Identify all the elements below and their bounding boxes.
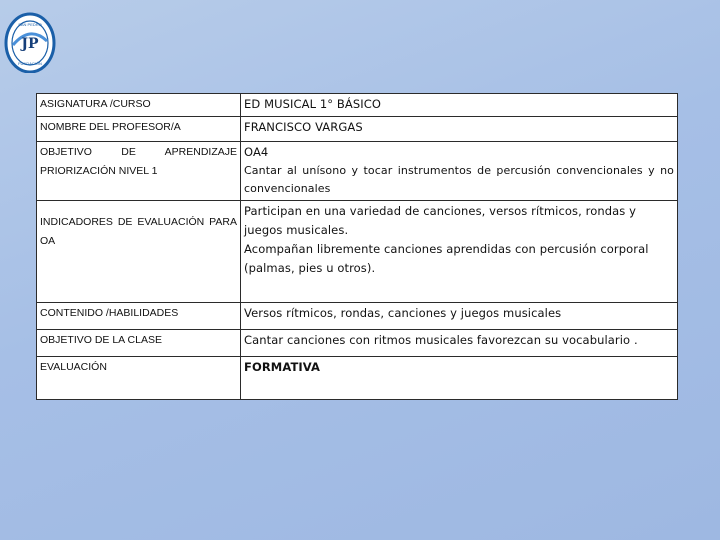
school-logo: [3, 5, 57, 73]
subject-label: ASIGNATURA /CURSO: [37, 94, 241, 117]
lesson-plan-table: [36, 93, 678, 400]
teacher-label: NOMBRE DEL PROFESOR/A: [37, 117, 241, 142]
table-row-indicators: [37, 201, 678, 303]
table-row-evaluation: [37, 357, 678, 400]
table-row-content: [37, 303, 678, 330]
logo-ring-text-bottom: FUNDACIÓN: [18, 61, 42, 66]
indicators-label: INDICADORES DE EVALUACIÓN PARA OA: [37, 201, 241, 303]
table-row-class-objective: [37, 330, 678, 357]
evaluation-value: FORMATIVA: [241, 357, 678, 400]
table-row-subject: [37, 94, 678, 117]
objective-label: OBJETIVO DE APRENDIZAJE PRIORIZACIÓN NIVEL 1: [37, 142, 241, 201]
indicator-2: Acompañan libremente canciones aprendidas con percusión corporal (palmas, pies u otros).: [244, 242, 649, 275]
subject-value: ED MUSICAL 1° BÁSICO: [241, 94, 678, 117]
teacher-value: FRANCISCO VARGAS: [241, 117, 678, 142]
table-row-teacher: [37, 117, 678, 142]
objective-code: OA4: [244, 145, 269, 159]
objective-text: Cantar al unísono y tocar instrumentos de percusión convencionales y no convencionales: [244, 164, 674, 195]
content-label: CONTENIDO /HABILIDADES: [37, 303, 241, 330]
table-row-objective: [37, 142, 678, 201]
evaluation-label: EVALUACIÓN: [37, 357, 241, 400]
indicators-value-cell: [241, 201, 678, 303]
logo-letters: JP: [21, 36, 39, 52]
objective-value-cell: [241, 142, 678, 201]
content-value: Versos rítmicos, rondas, canciones y juegos musicales: [241, 303, 678, 330]
class-objective-value: Cantar canciones con ritmos musicales favorezcan su vocabulario .: [241, 330, 678, 357]
class-objective-label: OBJETIVO DE LA CLASE: [37, 330, 241, 357]
logo-ring-text-top: SAN PEDRO: [18, 22, 42, 27]
indicator-1: Participan en una variedad de canciones, versos rítmicos, rondas y juegos musicales.: [244, 204, 637, 237]
